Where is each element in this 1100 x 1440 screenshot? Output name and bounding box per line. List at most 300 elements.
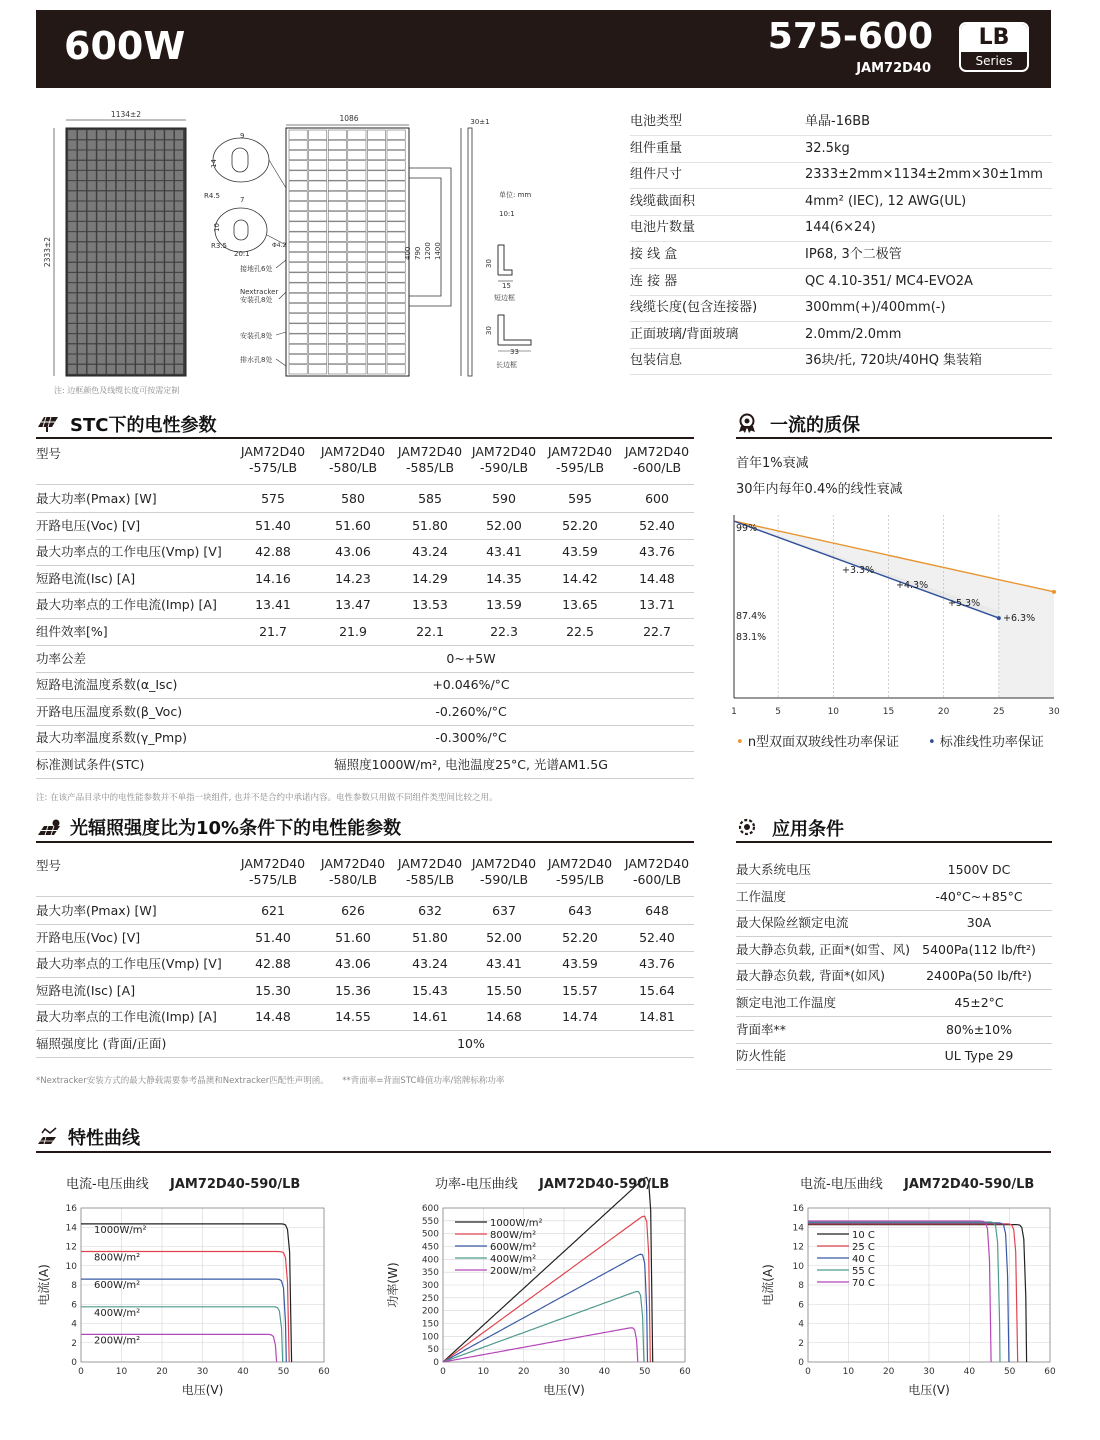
row-value: 14.29 xyxy=(412,570,448,586)
chart-series-line xyxy=(808,1223,1009,1362)
row-value: 14.23 xyxy=(335,570,371,586)
application-row xyxy=(736,1043,1052,1070)
application-value: 45±2°C xyxy=(954,995,1004,1010)
chart-y-tick: 600 xyxy=(421,1204,439,1214)
module-drawing xyxy=(36,100,616,405)
model-name: JAM72D40 xyxy=(471,856,537,871)
table-row xyxy=(36,752,694,779)
solar-panel-icon xyxy=(36,411,62,435)
model-suffix: -585/LB xyxy=(405,460,455,475)
row-label: 辐照强度比 (背面/正面) xyxy=(36,1036,167,1051)
row-label: 开路电压温度系数(β_Voc) xyxy=(36,703,183,719)
row-value: 14.48 xyxy=(255,1009,291,1025)
warranty-chart xyxy=(724,505,1064,720)
row-value: 13.71 xyxy=(639,597,675,613)
chart-y-tick: 12 xyxy=(792,1242,804,1253)
chart-x-tick: 10 xyxy=(477,1367,490,1377)
row-value: 15.64 xyxy=(639,982,675,998)
row-value: 51.40 xyxy=(255,517,291,533)
table-row xyxy=(36,486,694,513)
row-value: 52.20 xyxy=(562,517,598,533)
chart-series-line xyxy=(443,1328,638,1362)
row-value: 13.41 xyxy=(255,597,291,613)
chart-x-tick: 0 xyxy=(805,1367,811,1377)
table-row xyxy=(36,539,694,566)
chart-y-tick: 0 xyxy=(798,1358,804,1368)
chart-x-tick: 20 xyxy=(156,1367,168,1377)
row-value: 632 xyxy=(418,903,442,918)
row-value: 14.42 xyxy=(562,570,598,586)
spec-row xyxy=(630,348,1052,375)
row-value: 43.41 xyxy=(486,956,522,972)
spec-key: 正面玻璃/背面玻璃 xyxy=(630,326,739,342)
spec-row xyxy=(630,269,1052,296)
spec-value: 36块/托, 720块/40HQ 集装箱 xyxy=(805,353,983,369)
model-name: JAM72D40 xyxy=(320,856,386,871)
application-key: 最大系统电压 xyxy=(736,862,812,877)
chart-series-line xyxy=(443,1292,644,1363)
curve-icon xyxy=(36,1125,62,1147)
chart-y-tick: 4 xyxy=(71,1319,77,1330)
chart-series-line xyxy=(808,1222,1000,1362)
row-label: 最大功率点的工作电压(Vmp) [V] xyxy=(36,544,222,560)
application-value: UL Type 29 xyxy=(944,1048,1014,1064)
chart-x-tick: 30 xyxy=(923,1367,935,1377)
row-value: 21.7 xyxy=(259,624,287,639)
spec-row xyxy=(630,109,1052,136)
chart-y-tick: 14 xyxy=(65,1223,77,1234)
series-badge-bottom: Series xyxy=(975,54,1013,68)
application-key: 工作温度 xyxy=(736,888,787,904)
model-column-header xyxy=(316,444,390,476)
warranty-x-tick: 15 xyxy=(882,707,895,717)
row-label: 功率公差 xyxy=(36,650,87,666)
application-key: 防火性能 xyxy=(736,1048,787,1064)
model-name: JAM72D40 xyxy=(624,444,690,459)
chart-x-label: 电压(V) xyxy=(908,1383,950,1397)
legend-label-std: 标准线性功率保证 xyxy=(939,735,1044,750)
dim-v-400: 400 xyxy=(404,246,412,260)
row-value: 0~+5W xyxy=(446,650,496,666)
pv-curve-chart xyxy=(385,1170,695,1402)
chart-y-tick: 8 xyxy=(71,1281,77,1291)
power-title: 600W xyxy=(64,24,186,68)
spec-row xyxy=(630,322,1052,349)
row-label: 最大功率温度系数(γ_Pmp) xyxy=(36,730,188,746)
hole-b-width: 7 xyxy=(240,196,245,204)
iv-temp-curve-chart xyxy=(760,1170,1060,1402)
row-value: 637 xyxy=(492,903,516,918)
chart-y-tick: 250 xyxy=(421,1293,439,1304)
chart-legend-label: 200W/m² xyxy=(94,1335,141,1347)
model-name: JAM72D40 xyxy=(547,856,613,871)
table-row xyxy=(36,672,694,699)
spec-value: 2333±2mm×1134±2mm×30±1mm xyxy=(805,167,1043,183)
spec-value: 单晶-16BB xyxy=(805,114,871,129)
chart-y-tick: 14 xyxy=(792,1223,804,1234)
row-value: 21.9 xyxy=(339,624,367,639)
curves-title: 特性曲线 xyxy=(68,1128,140,1149)
spec-value: QC 4.10-351/ MC4-EVO2A xyxy=(805,273,973,289)
spec-key: 电池类型 xyxy=(630,114,683,129)
chart-series-line xyxy=(81,1279,286,1362)
chart-x-tick: 60 xyxy=(318,1367,330,1377)
application-key: 额定电池工作温度 xyxy=(736,995,837,1010)
chart-y-tick: 150 xyxy=(421,1319,439,1330)
warranty-x-tick: 25 xyxy=(993,707,1005,717)
row-value: 15.57 xyxy=(562,982,598,998)
spec-value: 4mm² (IEC), 12 AWG(UL) xyxy=(805,193,967,209)
chart-legend-label: 25 C xyxy=(852,1242,875,1253)
chart-y-tick: 0 xyxy=(71,1358,77,1368)
chart-x-tick: 60 xyxy=(679,1367,691,1377)
chart-y-tick: 10 xyxy=(65,1261,77,1272)
row-label: 最大功率点的工作电流(Imp) [A] xyxy=(36,1009,217,1025)
chart-model: JAM72D40-590/LB xyxy=(539,1177,670,1192)
label-install-holes: 安装孔8处 xyxy=(240,332,273,340)
row-value: 15.36 xyxy=(335,982,371,998)
legend-dot-orange-icon: • xyxy=(736,735,744,750)
spec-key: 线缆截面积 xyxy=(630,193,696,209)
chart-series-line xyxy=(808,1221,991,1362)
low-irradiance-note: *Nextracker安装方式的最大静载需要参考晶澳和Nextracker匹配性声明函。 **背面率=背面STC峰值功率/铭牌标称功率 xyxy=(36,1076,505,1086)
dim-v-790: 790 xyxy=(414,246,422,260)
chart-legend-label: 40 C xyxy=(852,1254,875,1265)
row-value: 13.53 xyxy=(412,597,448,613)
row-value: 600 xyxy=(645,491,669,506)
hole-a-height: 14 xyxy=(210,159,218,168)
row-label: 组件效率[%] xyxy=(36,624,108,639)
row-value: 43.06 xyxy=(335,956,371,972)
row-value: 626 xyxy=(341,903,365,918)
row-value: 52.00 xyxy=(486,517,522,533)
chart-y-tick: 6 xyxy=(798,1300,804,1311)
model-column-header xyxy=(236,856,310,888)
model-suffix: -575/LB xyxy=(248,872,298,887)
warranty-label: +3.3% xyxy=(842,565,875,576)
row-value: -0.300%/°C xyxy=(435,730,507,746)
iv-curve-chart xyxy=(36,1170,336,1402)
row-value: +0.046%/°C xyxy=(432,677,510,693)
chart-x-tick: 30 xyxy=(558,1367,570,1377)
chart-legend-label: 400W/m² xyxy=(94,1307,141,1319)
stc-title: STC下的电性参数 xyxy=(70,415,217,436)
chart-x-tick: 40 xyxy=(598,1367,611,1377)
chart-title: 电流-电压曲线 xyxy=(800,1177,883,1192)
table-row xyxy=(36,725,694,752)
chart-y-tick: 550 xyxy=(421,1216,439,1227)
model-suffix: -585/LB xyxy=(405,872,455,887)
row-value: 42.88 xyxy=(255,956,291,972)
model-name: JAM72D40 xyxy=(624,856,690,871)
row-value: 43.59 xyxy=(562,544,598,560)
row-value: 15.50 xyxy=(486,982,522,998)
chart-legend-label: 600W/m² xyxy=(94,1280,141,1292)
warranty-x-tick: 30 xyxy=(1048,707,1060,717)
chart-y-tick: 50 xyxy=(427,1345,439,1356)
row-label: 短路电流温度系数(α_Isc) xyxy=(36,677,178,693)
table-row xyxy=(36,925,694,952)
row-value: 22.7 xyxy=(643,624,671,639)
row-label: 最大功率(Pmax) [W] xyxy=(36,491,157,506)
application-value: 1500V DC xyxy=(947,862,1011,877)
chart-x-tick: 50 xyxy=(277,1367,290,1377)
chart-y-tick: 100 xyxy=(421,1332,439,1343)
chart-legend-label: 400W/m² xyxy=(490,1254,537,1265)
chart-x-tick: 50 xyxy=(1003,1367,1016,1377)
model-name: JAM72D40 xyxy=(856,61,931,76)
chart-y-label: 电流(A) xyxy=(37,1264,51,1306)
chart-y-tick: 0 xyxy=(433,1358,439,1368)
series-badge xyxy=(959,22,1029,72)
row-label: 短路电流(Isc) [A] xyxy=(36,570,136,586)
model-column-header xyxy=(467,444,541,476)
label-nextracker: Nextracker xyxy=(240,288,279,296)
unit-label: 单位: mm xyxy=(499,191,532,199)
row-value: 43.06 xyxy=(335,544,371,560)
table-row xyxy=(36,898,694,925)
application-key: 最大静态负载, 正面*(如雪、风) xyxy=(736,941,910,957)
chart-y-label: 电流(A) xyxy=(761,1264,775,1306)
label-drain-holes: 排水孔8处 xyxy=(240,356,273,364)
row-value: 590 xyxy=(492,491,516,506)
chart-legend-label: 200W/m² xyxy=(490,1266,537,1277)
warranty-legend-std xyxy=(928,731,1044,750)
stc-divider xyxy=(36,437,694,439)
row-value: 52.40 xyxy=(639,929,675,945)
drawing-note: 注: 边框颜色及线缆长度可按需定制 xyxy=(54,386,180,395)
chart-legend-label: 800W/m² xyxy=(490,1230,537,1241)
hole-b-radius: R3.5 xyxy=(211,242,227,250)
warranty-label: 83.1% xyxy=(736,632,767,643)
warranty-x-tick: 5 xyxy=(775,707,782,717)
header-bar xyxy=(36,10,1051,88)
row-value: 51.60 xyxy=(335,929,371,945)
chart-x-label: 电压(V) xyxy=(181,1383,224,1397)
model-column-header xyxy=(393,856,467,888)
chart-x-tick: 0 xyxy=(78,1367,84,1377)
curves-divider xyxy=(36,1151,1051,1153)
warranty-x-tick: 20 xyxy=(937,707,950,717)
frame-short-height: 30 xyxy=(485,259,493,268)
model-name: JAM72D40 xyxy=(547,444,613,459)
row-value: 14.81 xyxy=(639,1009,675,1025)
chart-y-tick: 500 xyxy=(421,1229,439,1240)
chart-model: JAM72D40-590/LB xyxy=(904,1177,1035,1192)
spec-key: 接 线 盒 xyxy=(630,247,678,262)
row-label: 开路电压(Voc) [V] xyxy=(36,517,141,533)
model-suffix: -590/LB xyxy=(479,460,529,475)
warranty-point-std-end xyxy=(997,616,1001,620)
row-value: 43.76 xyxy=(639,956,675,972)
row-label: 最大功率(Pmax) [W] xyxy=(36,903,157,918)
application-key: 最大保险丝额定电流 xyxy=(736,915,849,931)
chart-y-tick: 12 xyxy=(65,1242,77,1253)
series-badge-top: LB xyxy=(961,24,1027,52)
scale-detail: 20:1 xyxy=(234,250,250,258)
label-nextracker-holes: 安装孔8处 xyxy=(240,296,273,304)
application-row xyxy=(736,910,1052,937)
row-value: 51.80 xyxy=(412,929,448,945)
table-row xyxy=(36,592,694,619)
row-label: 开路电压(Voc) [V] xyxy=(36,929,141,945)
chart-x-tick: 40 xyxy=(963,1367,976,1377)
row-value: 14.35 xyxy=(486,570,522,586)
low-irradiance-divider xyxy=(36,841,694,843)
row-value: 585 xyxy=(418,491,442,506)
row-value: 14.55 xyxy=(335,1009,371,1025)
warranty-x-tick: 10 xyxy=(827,707,840,717)
warranty-label: +6.3% xyxy=(1003,613,1036,624)
chart-title: 电流-电压曲线 xyxy=(66,1177,149,1192)
chart-y-tick: 2 xyxy=(71,1338,77,1349)
spec-key: 电池片数量 xyxy=(630,220,696,236)
legend-dot-blue-icon: • xyxy=(928,735,936,750)
spec-value: 144(6×24) xyxy=(805,220,876,236)
row-value: 575 xyxy=(261,491,285,506)
hole-a-width: 9 xyxy=(240,132,245,140)
model-name: JAM72D40 xyxy=(397,856,463,871)
model-suffix: -600/LB xyxy=(632,460,682,475)
table-row xyxy=(36,646,694,673)
row-value: 51.60 xyxy=(335,517,371,533)
spec-value: 2.0mm/2.0mm xyxy=(805,326,902,342)
row-value: 14.16 xyxy=(255,570,291,586)
chart-legend-label: 800W/m² xyxy=(94,1252,141,1264)
chart-legend-label: 10 C xyxy=(852,1230,875,1241)
frame-long-label: 长边框 xyxy=(496,361,517,369)
chart-y-tick: 4 xyxy=(798,1319,804,1330)
row-label: 最大功率点的工作电流(Imp) [A] xyxy=(36,597,217,613)
chart-model: JAM72D40-590/LB xyxy=(170,1177,301,1192)
model-column-header xyxy=(393,444,467,476)
row-value: -0.260%/°C xyxy=(435,703,507,719)
chart-y-tick: 400 xyxy=(421,1255,439,1266)
chart-y-tick: 16 xyxy=(792,1204,804,1214)
dia-label: Φ4.2 xyxy=(272,242,287,249)
row-value: 51.40 xyxy=(255,929,291,945)
row-value: 15.30 xyxy=(255,982,291,998)
chart-x-tick: 20 xyxy=(517,1367,530,1377)
warranty-label: 87.4% xyxy=(736,611,767,622)
model-label: 型号 xyxy=(36,858,62,873)
model-name: JAM72D40 xyxy=(240,856,306,871)
warranty-x-tick: 1 xyxy=(731,707,737,717)
model-suffix: -595/LB xyxy=(555,460,605,475)
row-value: 621 xyxy=(261,903,285,918)
scale-label: 10:1 xyxy=(499,210,515,218)
application-row xyxy=(736,990,1052,1017)
warranty-label: 99% xyxy=(736,523,758,534)
row-value: 22.5 xyxy=(566,624,594,639)
stc-note: 注: 在该产品目录中的电性能参数并不单指一块组件, 也并不是合约中承诺内容。电性参数只用做不同组件类型间比较之用。 xyxy=(36,793,498,803)
application-divider xyxy=(736,841,1052,843)
application-title: 应用条件 xyxy=(772,819,844,840)
row-value: 14.61 xyxy=(412,1009,448,1025)
chart-legend-label: 600W/m² xyxy=(490,1242,537,1253)
row-value: 580 xyxy=(341,491,365,506)
warranty-divider xyxy=(736,437,1052,439)
row-value: 43.76 xyxy=(639,544,675,560)
warranty-area-white xyxy=(734,521,999,698)
spec-key: 组件尺寸 xyxy=(630,167,683,183)
table-row xyxy=(36,978,694,1005)
spec-key: 连 接 器 xyxy=(630,273,678,289)
chart-x-tick: 40 xyxy=(237,1367,249,1377)
chart-y-tick: 200 xyxy=(421,1306,439,1317)
chart-y-tick: 300 xyxy=(421,1281,439,1291)
warranty-line2: 30年内每年0.4%的线性衰减 xyxy=(736,482,903,497)
table-row xyxy=(36,1004,694,1031)
model-suffix: -600/LB xyxy=(632,872,682,887)
row-value: 14.74 xyxy=(562,1009,598,1025)
spec-row xyxy=(630,162,1052,189)
row-value: 辐照度1000W/m², 电池温度25°C, 光谱AM1.5G xyxy=(334,757,608,772)
model-column-header xyxy=(316,856,390,888)
model-name: JAM72D40 xyxy=(320,444,386,459)
chart-y-tick: 10 xyxy=(792,1261,804,1272)
application-row xyxy=(736,857,1052,884)
legend-label-n: n型双面双玻线性功率保证 xyxy=(747,735,900,750)
hole-a-radius: R4.5 xyxy=(204,192,220,200)
application-value: 2400Pa(50 lb/ft²) xyxy=(926,968,1032,984)
table-row xyxy=(36,951,694,978)
row-value: 595 xyxy=(568,491,592,506)
model-suffix: -595/LB xyxy=(555,872,605,887)
chart-y-tick: 350 xyxy=(421,1268,439,1279)
frame-long-height: 30 xyxy=(485,326,493,335)
row-value: 43.24 xyxy=(412,956,448,972)
application-row xyxy=(736,937,1052,964)
model-label: 型号 xyxy=(36,446,62,461)
chart-y-tick: 450 xyxy=(421,1242,439,1253)
gear-icon xyxy=(736,816,758,838)
row-value: 15.43 xyxy=(412,982,448,998)
row-value: 643 xyxy=(568,903,592,918)
table-row xyxy=(36,1031,694,1058)
spec-value: IP68, 3个二极管 xyxy=(805,247,902,262)
table-header xyxy=(36,444,694,485)
dim-v-1400: 1400 xyxy=(434,242,442,260)
row-value: 52.00 xyxy=(486,929,522,945)
chart-y-tick: 6 xyxy=(71,1300,77,1311)
spec-row xyxy=(630,295,1052,322)
application-row xyxy=(736,963,1052,990)
row-value: 43.59 xyxy=(562,956,598,972)
table-row xyxy=(36,513,694,540)
row-label: 最大功率点的工作电压(Vmp) [V] xyxy=(36,956,222,972)
row-value: 10% xyxy=(457,1036,485,1051)
row-label: 标准测试条件(STC) xyxy=(36,757,145,772)
chart-legend-label: 70 C xyxy=(852,1278,875,1289)
dim-thickness: 30±1 xyxy=(470,118,490,126)
model-suffix: -580/LB xyxy=(328,460,378,475)
model-column-header xyxy=(467,856,541,888)
row-value: 42.88 xyxy=(255,544,291,560)
model-column-header xyxy=(543,856,617,888)
model-name: JAM72D40 xyxy=(240,444,306,459)
model-column-header xyxy=(620,856,694,888)
chart-x-tick: 10 xyxy=(842,1367,855,1377)
warranty-title: 一流的质保 xyxy=(770,415,860,436)
dim-width: 1134±2 xyxy=(110,110,142,119)
row-label: 短路电流(Isc) [A] xyxy=(36,982,136,998)
label-ground-holes: 接地孔6处 xyxy=(240,265,273,273)
chart-x-tick: 30 xyxy=(196,1367,209,1377)
warranty-line1: 首年1%衰减 xyxy=(736,456,809,471)
chart-title: 功率-电压曲线 xyxy=(435,1177,518,1192)
application-value: -40°C~+85°C xyxy=(935,888,1023,904)
